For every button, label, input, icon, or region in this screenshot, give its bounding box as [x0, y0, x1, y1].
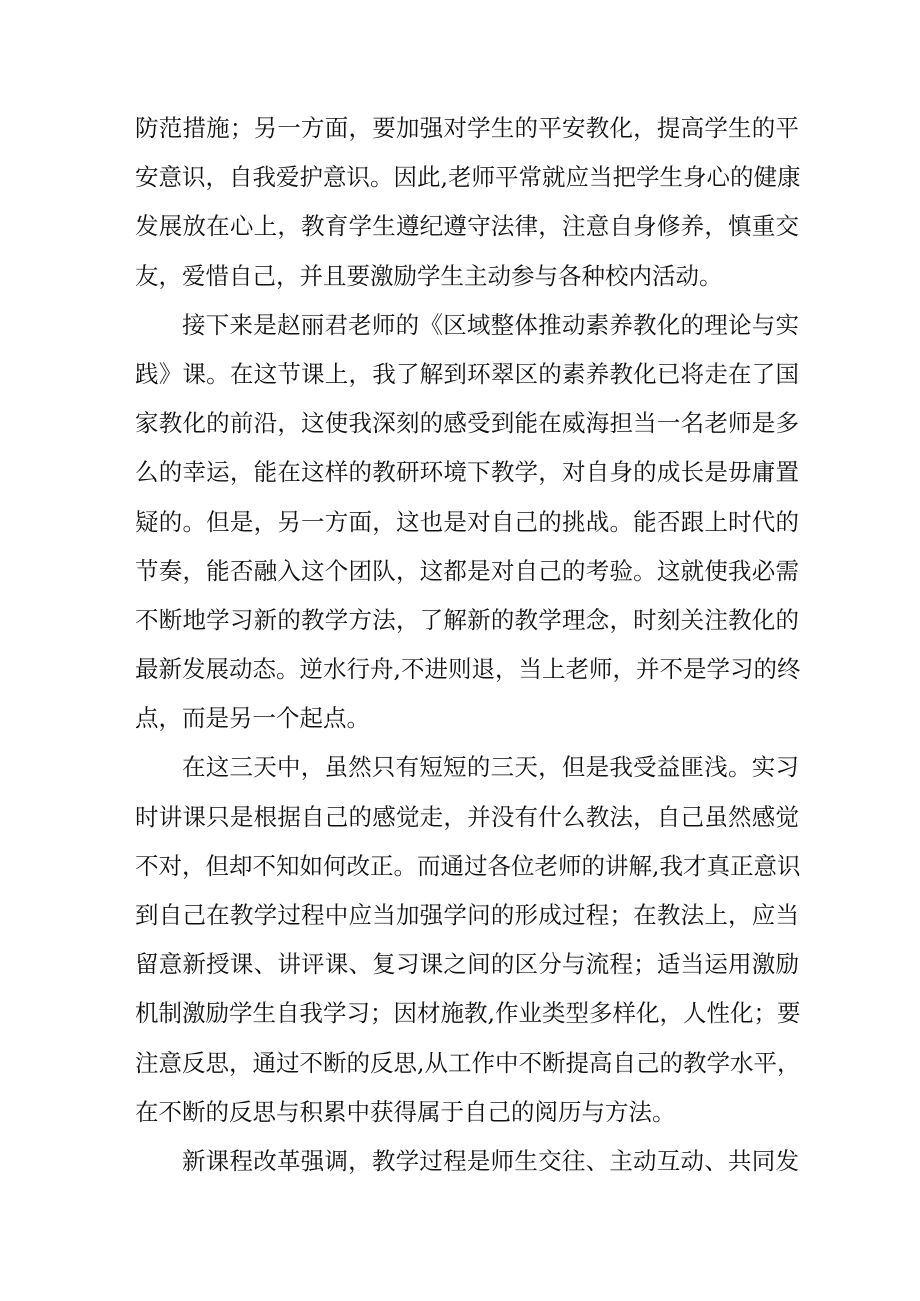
- text-line: 留意新授课、讲评课、复习课之间的区分与流程；适当运用激励: [135, 950, 799, 979]
- paragraph-first-line: 接下来是赵丽君老师的《区域整体推动素养教化的理论与实: [182, 310, 799, 339]
- text-line: 节奏，能否融入这个团队，这都是对自己的考验。这就使我必需: [135, 556, 799, 585]
- paragraph-first-line: 在这三天中，虽然只有短短的三天，但是我受益匪浅。实习: [182, 753, 799, 782]
- text-line: 在不断的反思与积累中获得属于自己的阅历与方法。: [135, 1097, 676, 1126]
- text-line: 家教化的前沿，这使我深刻的感受到能在威海担当一名老师是多: [135, 409, 799, 438]
- text-line: 发展放在心上，教育学生遵纪遵守法律，注意自身修养，慎重交: [135, 212, 799, 241]
- text-line: 不对，但却不知如何改正。而通过各位老师的讲解,我才真正意识: [135, 851, 801, 880]
- text-line: 么的幸运，能在这样的教研环境下教学，对自身的成长是毋庸置: [135, 458, 799, 487]
- text-line: 注意反思，通过不断的反思,从工作中不断提高自己的教学水平，: [135, 1048, 801, 1077]
- text-line: 点，而是另一个起点。: [135, 704, 370, 733]
- text-line: 疑的。但是，另一方面，这也是对自己的挑战。能否跟上时代的: [135, 507, 799, 536]
- paragraph-first-line: 新课程改革强调，教学过程是师生交往、主动互动、共同发: [182, 1146, 799, 1175]
- text-line: 时讲课只是根据自己的感觉走，并没有什么教法，自己虽然感觉: [135, 802, 799, 831]
- text-line: 友，爱惜自己，并且要激励学生主动参与各种校内活动。: [135, 261, 723, 290]
- text-line: 防范措施；另一方面，要加强对学生的平安教化，提高学生的平: [135, 114, 799, 142]
- text-line: 最新发展动态。逆水行舟,不进则退，当上老师，并不是学习的终: [135, 655, 801, 684]
- text-line: 机制激励学生自我学习；因材施教,作业类型多样化，人性化；要: [135, 999, 801, 1028]
- text-line: 践》课。在这节课上，我了解到环翠区的素养教化已将走在了国: [135, 359, 799, 388]
- document-body: [135, 104, 799, 1186]
- text-line: 到自己在教学过程中应当加强学问的形成过程；在教法上，应当: [135, 901, 799, 929]
- text-line: 安意识，自我爱护意识。因此,老师平常就应当把学生身心的健康: [135, 163, 801, 192]
- text-line: 不断地学习新的教学方法，了解新的教学理念，时刻关注教化的: [135, 605, 799, 634]
